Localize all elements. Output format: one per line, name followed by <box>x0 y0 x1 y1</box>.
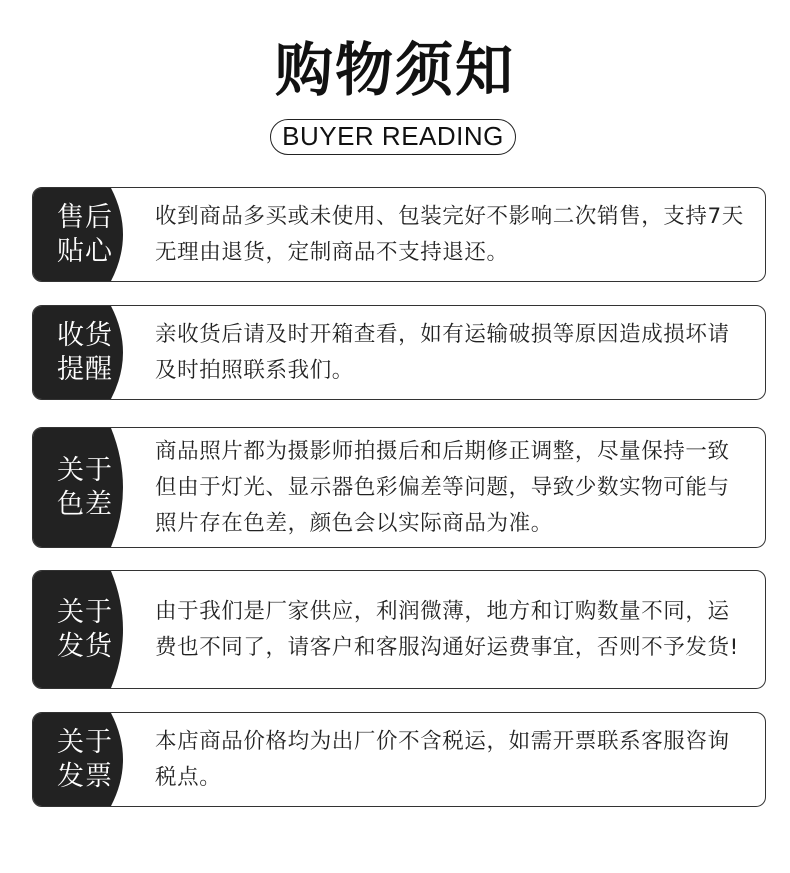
section-tag-line1: 收货 <box>57 319 113 351</box>
notice-card-delivery-reminder <box>32 305 766 400</box>
section-text: 本店商品价格均为出厂价不含税运，如需开票联系客服咨询税点。 <box>155 728 730 790</box>
section-tag <box>33 571 145 688</box>
section-tag-line1: 关于 <box>57 596 113 628</box>
section-tag-line1: 关于 <box>57 726 113 758</box>
section-text: 亲收货后请及时开箱查看，如有运输破损等原因造成损坏请及时拍照联系我们。 <box>155 321 730 383</box>
section-tag <box>33 306 145 399</box>
section-tag <box>33 188 145 281</box>
subtitle-badge: BUYER READING <box>270 119 516 155</box>
section-tag-line2: 提醒 <box>57 353 113 385</box>
section-tag <box>33 428 145 547</box>
section-tag-line2: 色差 <box>57 488 113 520</box>
section-text: 收到商品多买或未使用、包装完好不影响二次销售，支持7天无理由退货，定制商品不支持退还。 <box>155 203 744 265</box>
section-tag-line2: 发货 <box>57 630 113 662</box>
section-tag-line2: 贴心 <box>57 235 113 267</box>
page-title: 购物须知 <box>274 36 515 104</box>
notice-card-color-difference <box>32 427 766 548</box>
notice-card-after-sales <box>32 187 766 282</box>
section-tag-line1: 售后 <box>57 201 113 233</box>
section-text: 由于我们是厂家供应，利润微薄，地方和订购数量不同，运费也不同了，请客户和客服沟通好运费事宜，否则不予发货! <box>155 598 739 660</box>
section-tag-line1: 关于 <box>57 454 113 486</box>
section-tag <box>33 713 145 806</box>
section-text: 商品照片都为摄影师拍摄后和后期修正调整，尽量保持一致但由于灯光、显示器色彩偏差等问题，导致少数实物可能与照片存在色差，颜色会以实际商品为准。 <box>155 438 730 536</box>
section-tag-line2: 发票 <box>57 760 113 792</box>
notice-card-invoice <box>32 712 766 807</box>
notice-card-shipping <box>32 570 766 689</box>
